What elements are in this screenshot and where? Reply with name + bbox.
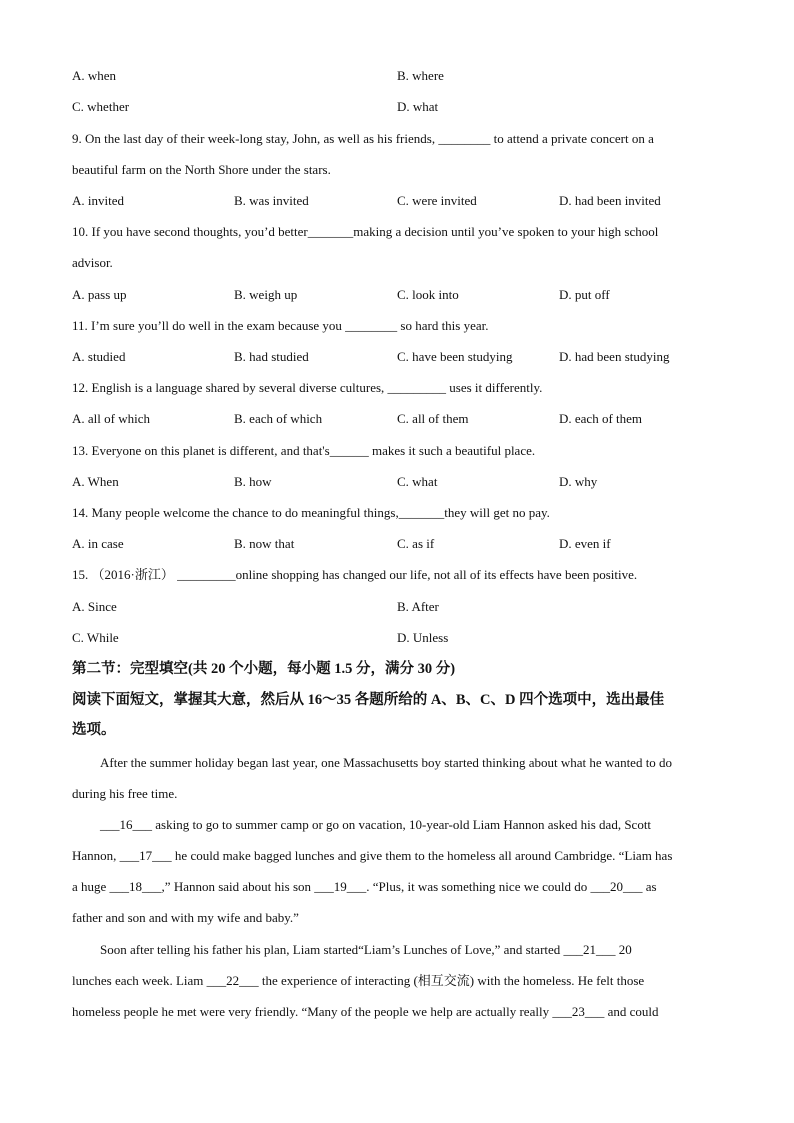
passage-text: Soon after telling his father his plan, Liam started“Liam’s Lunches of Love,” and started <box>100 942 564 957</box>
section2-instruction-line1: 阅读下面短文，掌握其大意，然后从 16～35 各题所给的 A、B、C、D 四个选项中，选出最佳 <box>72 692 665 708</box>
q13-option-c: C. what <box>397 474 438 489</box>
q10-stem-line2: advisor. <box>72 255 113 270</box>
q8-option-b: B. where <box>397 68 444 83</box>
q12-option-c: C. all of them <box>397 411 469 426</box>
passage-text: . “Plus, it was something nice we could do <box>366 879 591 894</box>
q14-stem: 14. Many people welcome the chance to do meaningful things,_______they will get no pay. <box>72 505 550 520</box>
q10-stem-line1: 10. If you have second thoughts, you’d better_______making a decision until you’ve spoken to your high school <box>72 224 659 239</box>
passage-text: a huge <box>72 879 110 894</box>
blank-21: ___21___ <box>563 942 616 957</box>
q9-stem-line1: 9. On the last day of their week-long stay, John, as well as his friends, ________ to attend a private concert on a <box>72 131 654 146</box>
passage-p2-line4: father and son and with my wife and baby.” <box>72 910 299 925</box>
passage-text: asking to go to summer camp or go on vacation, 10-year-old Liam Hannon asked his dad, Scott <box>152 817 652 832</box>
passage-p1-line1: After the summer holiday began last year, one Massachusetts boy started thinking about what he wanted to do <box>100 755 673 770</box>
passage-text: homeless people he met were very friendly. “Many of the people we help are actually really <box>72 1004 553 1019</box>
q9-option-d: D. had been invited <box>559 193 661 208</box>
q9-option-c: C. were invited <box>397 193 477 208</box>
q8-option-d: D. what <box>397 99 439 114</box>
q10-option-a: A. pass up <box>72 287 127 302</box>
q13-option-a: A. When <box>72 474 119 489</box>
passage-p3-line1 <box>100 942 722 958</box>
q8-option-c: C. whether <box>72 99 130 114</box>
blank-18: ___18___ <box>109 879 162 894</box>
q11-option-c: C. have been studying <box>397 349 513 364</box>
section2-instruction-line2: 选项。 <box>72 722 116 738</box>
blank-23: ___23___ <box>552 1004 605 1019</box>
q12-option-d: D. each of them <box>559 411 643 426</box>
q12-stem: 12. English is a language shared by several diverse cultures, _________ uses it differently. <box>72 380 543 395</box>
passage-text: and could <box>604 1004 659 1019</box>
q12-option-a: A. all of which <box>72 411 150 426</box>
blank-22: ___22___ <box>206 973 259 988</box>
q14-option-d: D. even if <box>559 536 611 551</box>
passage-text: the experience of interacting (相互交流) with the homeless. He felt those <box>258 973 645 988</box>
passage-p2-line2 <box>72 848 722 864</box>
passage-p2-line1 <box>100 817 722 833</box>
blank-16: ___16___ <box>100 817 152 832</box>
q14-option-c: C. as if <box>397 536 435 551</box>
q13-option-b: B. how <box>234 474 272 489</box>
q10-option-c: C. look into <box>397 287 459 302</box>
q15-option-a: A. Since <box>72 599 117 614</box>
q14-option-b: B. now that <box>234 536 295 551</box>
q11-option-d: D. had been studying <box>559 349 670 364</box>
q11-option-a: A. studied <box>72 349 126 364</box>
q10-option-d: D. put off <box>559 287 610 302</box>
passage-text: as <box>642 879 657 894</box>
q8-option-a: A. when <box>72 68 117 83</box>
blank-19: ___19___ <box>314 879 367 894</box>
passage-text: he could make bagged lunches and give them to the homeless all around Cambridge. “Liam has <box>171 848 673 863</box>
q9-option-b: B. was invited <box>234 193 309 208</box>
q15-stem: 15. （2016·浙江） _________online shopping has changed our life, not all of its effects have been positive. <box>72 567 638 582</box>
q9-stem-line2: beautiful farm on the North Shore under the stars. <box>72 162 331 177</box>
passage-p1-line2: during his free time. <box>72 786 178 801</box>
blank-20: ___20___ <box>590 879 643 894</box>
passage-text: lunches each week. Liam <box>72 973 207 988</box>
passage-p3-line3 <box>72 1004 722 1020</box>
q15-option-c: C. While <box>72 630 119 645</box>
q15-option-d: D. Unless <box>397 630 449 645</box>
blank-17: ___17___ <box>119 848 172 863</box>
q10-option-b: B. weigh up <box>234 287 298 302</box>
q13-option-d: D. why <box>559 474 598 489</box>
section2-heading: 第二节：完型填空(共 20 个小题，每小题 1.5 分，满分 30 分) <box>72 661 456 677</box>
q12-option-b: B. each of which <box>234 411 323 426</box>
passage-text: 20 <box>615 942 632 957</box>
passage-p3-line2 <box>72 973 722 989</box>
q14-option-a: A. in case <box>72 536 124 551</box>
passage-text: Hannon, <box>72 848 120 863</box>
q11-stem: 11. I’m sure you’ll do well in the exam because you ________ so hard this year. <box>72 318 489 333</box>
q15-option-b: B. After <box>397 599 439 614</box>
q9-option-a: A. invited <box>72 193 124 208</box>
passage-p2-line3 <box>72 879 722 895</box>
q13-stem: 13. Everyone on this planet is different, and that's______ makes it such a beautiful place. <box>72 443 536 458</box>
passage-text: ,” Hannon said about his son <box>161 879 315 894</box>
q11-option-b: B. had studied <box>234 349 309 364</box>
